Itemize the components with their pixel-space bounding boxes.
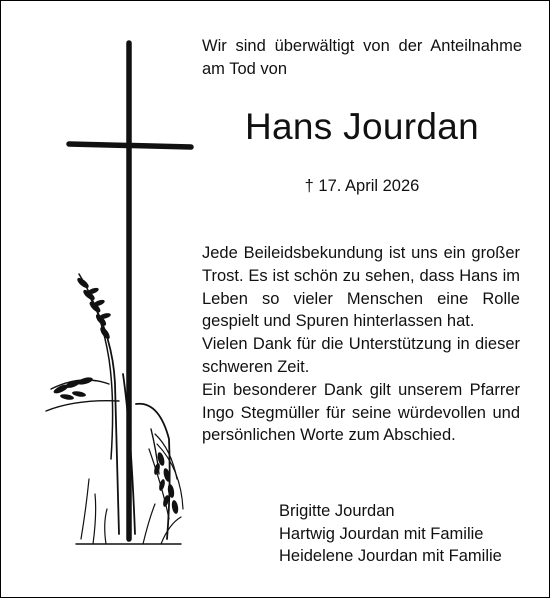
signature-line: Heidelene Jourdan mit Familie (279, 547, 502, 565)
deceased-name: Hans Jourdan (245, 106, 479, 147)
gratitude-paragraph-pastor: Ein besonderer Dank gilt unserem Pfarrer Ingo Stegmüller für seine würdevollen und persönlichen Worte zum Abschied. (202, 380, 520, 445)
death-date: † 17. April 2026 (304, 177, 420, 195)
gratitude-paragraph-support: Vielen Dank für die Unterstützung in dieser schweren Zeit. (202, 335, 520, 376)
intro-text: Wir sind überwältigt von der Anteilnahme am Tod von (202, 37, 522, 78)
gratitude-text (202, 242, 520, 447)
signature-line: Brigitte Jourdan (279, 502, 395, 520)
gratitude-paragraph-condolences: Jede Beileidsbekundung ist uns ein großer Trost. Es ist schön zu sehen, dass Hans im Leben so vieler Menschen eine Rolle gespielt und Spuren hinterlassen hat. (202, 244, 520, 331)
signature-line: Hartwig Jourdan mit Familie (279, 524, 484, 543)
signature-block (279, 500, 544, 568)
cross-with-wheat-icon (31, 39, 196, 564)
